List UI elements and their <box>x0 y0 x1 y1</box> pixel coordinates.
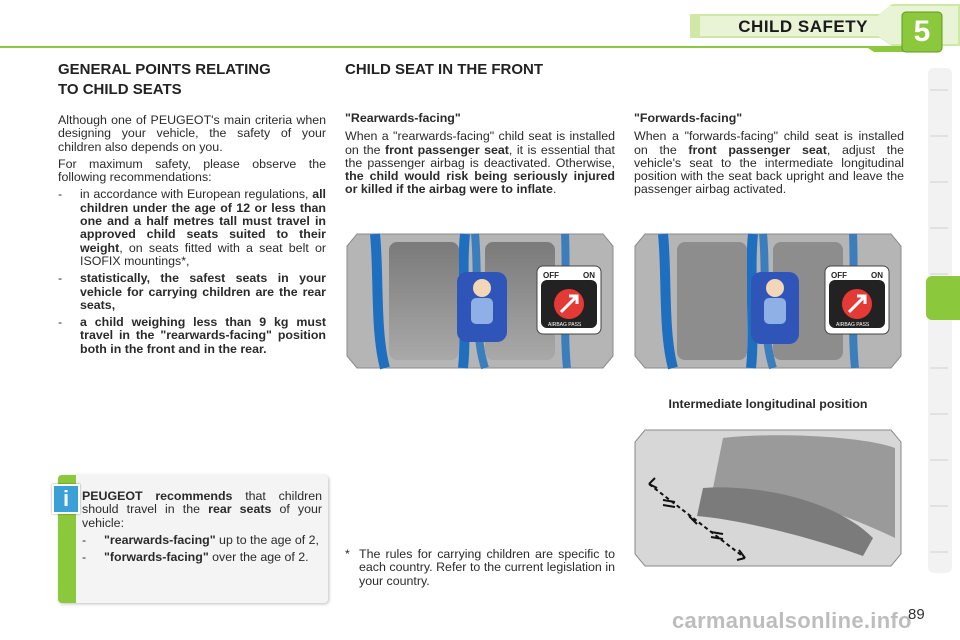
page-title: CHILD SAFETY <box>738 17 868 36</box>
footnote: * The rules for carrying children are specific to each country. Refer to the current legislation in your country. <box>345 547 615 588</box>
airbag-pass-label: AIRBAG PASS <box>836 322 870 328</box>
watermark: carmanualsonline.info <box>672 608 912 633</box>
page-number: 89 <box>908 606 925 623</box>
rearwards-title: "Rearwards-facing" <box>345 111 461 125</box>
list-item: - in accordance with European regulations, all children under the age of 12 or less than one and a half metres tall must travel in approved child seats suited to their weight, on seats fitted with a seat belt or ISOFIX mountings*, <box>58 187 326 268</box>
list-item: - "forwards-facing" over the age of 2. <box>82 550 309 565</box>
general-para1: Although one of PEUGEOT's main criteria when designing your vehicle, the safety of your children also depends on you. <box>58 113 326 154</box>
airbag-off-label: OFF <box>831 271 847 280</box>
info-text: PEUGEOT recommends that children should travel in the rear seats of your vehicle: - "rearwards-facing" up to the age of 2, - "forwards-facing" over the age of 2. <box>82 489 323 565</box>
rearwards-illustration <box>345 232 615 370</box>
list-item: - statistically, the safest seats in your vehicle for carrying children are the rear seats, <box>58 271 326 312</box>
chapter-tab-active[interactable] <box>926 276 960 320</box>
airbag-off-label: OFF <box>543 271 559 280</box>
info-icon: i <box>52 484 80 514</box>
forwards-text: "Forwards-facing" When a "forwards-facing" child seat is installed on the front passenger seat, adjust the vehicle's seat to the intermediate longitudinal position with the seat back upright and leave the passenger airbag activated. <box>634 111 904 197</box>
front-heading: CHILD SEAT IN THE FRONT <box>345 61 544 78</box>
rearwards-text: "Rearwards-facing" When a "rearwards-facing" child seat is installed on the front passenger seat, it is essential that the passenger airbag is deactivated. Otherwise, the child would risk being seriously injured or killed if the airbag were to inflate. <box>345 111 615 197</box>
list-item: - a child weighing less than 9 kg must travel in the "rearwards-facing" position both in the front and in the rear. <box>58 315 326 356</box>
general-heading: GENERAL POINTS RELATING TO CHILD SEATS <box>58 61 271 98</box>
chapter-tabs <box>928 68 952 573</box>
seat-position-caption: Intermediate longitudinal position <box>668 397 868 411</box>
general-para2: For maximum safety, please observe the following recommendations: <box>58 156 326 185</box>
airbag-on-label: ON <box>871 271 883 280</box>
chapter-number: 5 <box>913 15 931 48</box>
seat-position-illustration <box>633 428 903 568</box>
general-text <box>58 114 326 360</box>
list-item: - "rearwards-facing" up to the age of 2, <box>82 532 319 547</box>
forwards-title: "Forwards-facing" <box>634 111 743 125</box>
airbag-pass-label: AIRBAG PASS <box>548 322 582 328</box>
forwards-illustration <box>633 232 903 370</box>
airbag-on-label: ON <box>583 271 595 280</box>
